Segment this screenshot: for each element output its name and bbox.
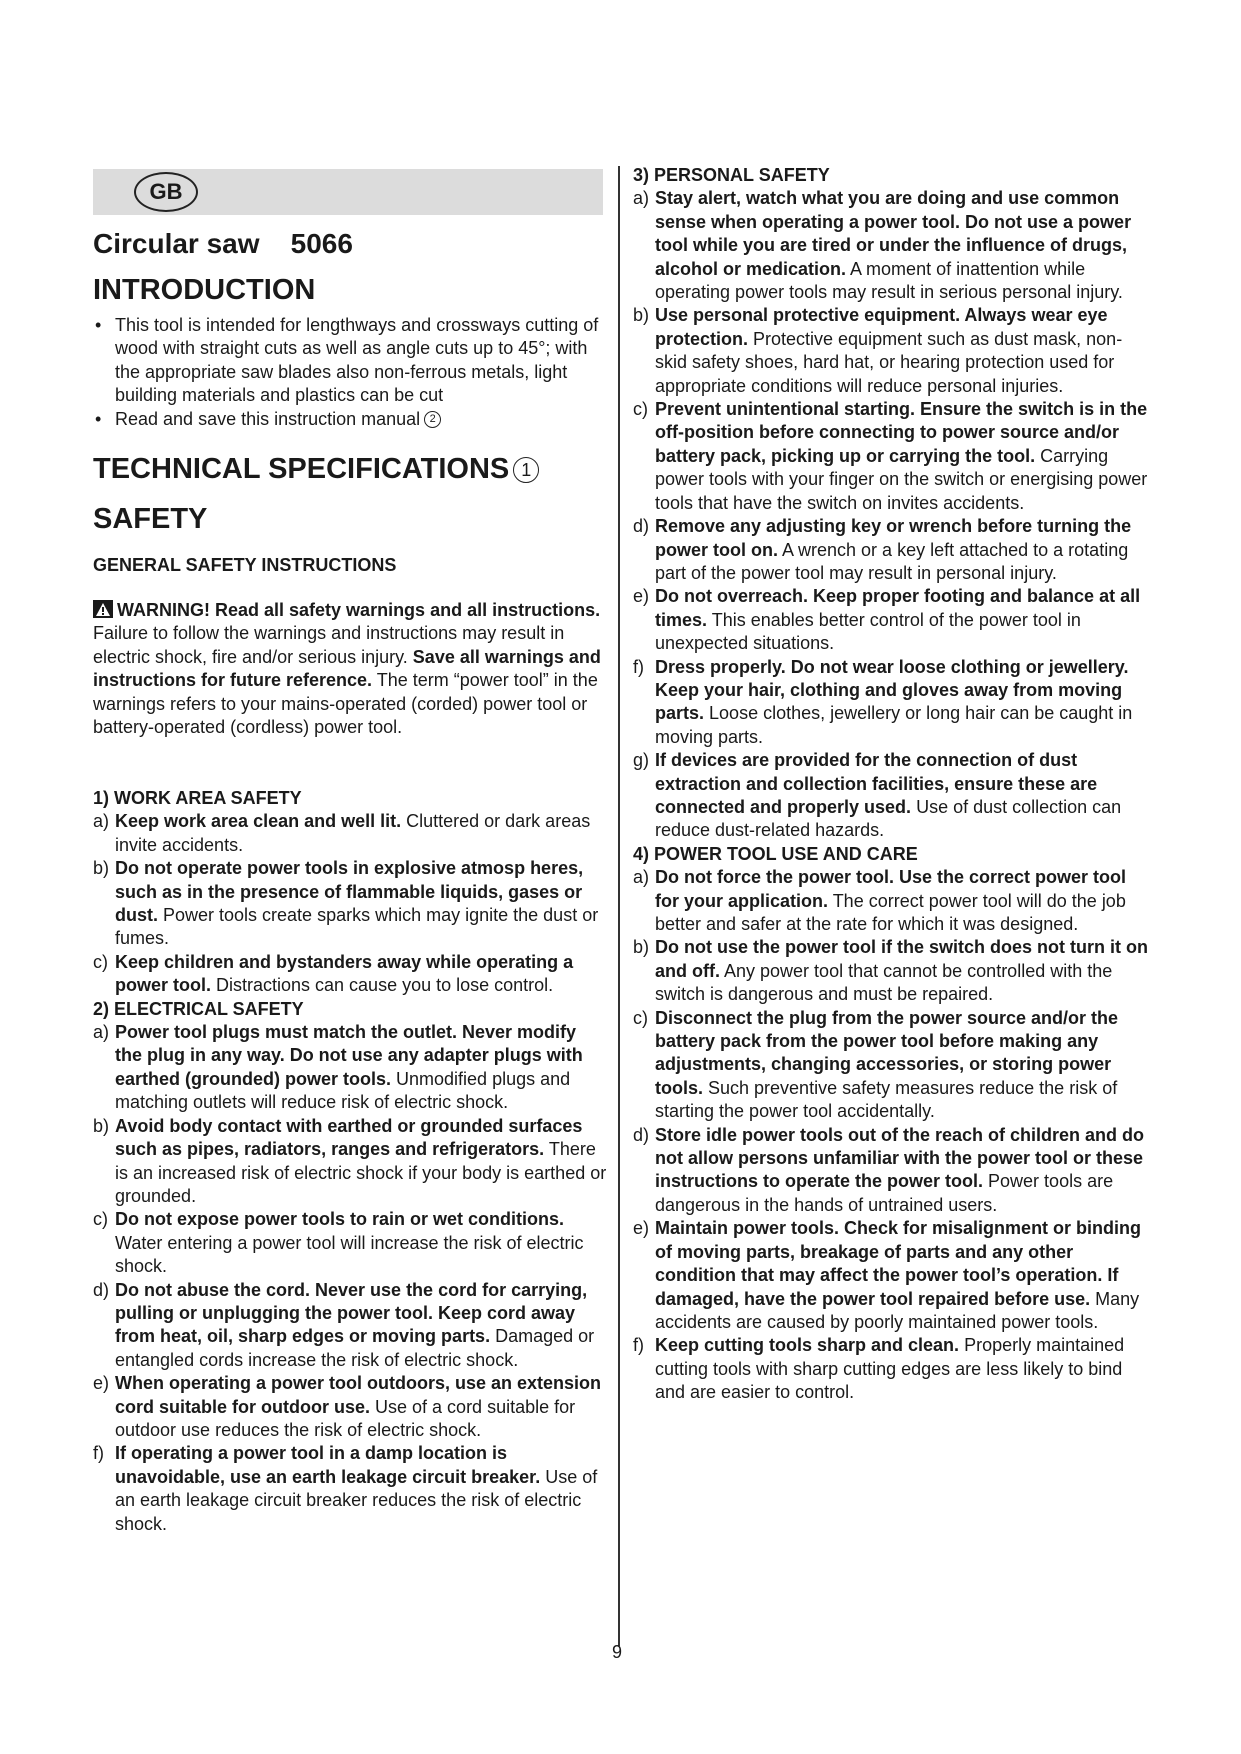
warning-paragraph: WARNING! Read all safety warnings and all instructions. Failure to follow the warnings and instructions may result in electric shock, fire and/or serious injury. Save all warnings and instructions for future reference. The term “power tool” in the warnings refers to your mains-operated (corded) power tool or battery-operated (cordless) power tool.	[93, 600, 601, 738]
list-item: c) Disconnect the plug from the power source and/or the battery pack from the power tool before making any adjustments, changing accessories, or storing power tools. Such preventive safety measures reduce the risk of starting the power tool accidentally.	[633, 1007, 1119, 1122]
list-item: c) Do not expose power tools to rain or wet conditions. Water entering a power tool will increase the risk of electric shock.	[93, 1209, 584, 1277]
column-divider	[618, 166, 620, 1646]
general-safety-heading: GENERAL SAFETY INSTRUCTIONS	[93, 555, 397, 575]
list-item: b) Avoid body contact with earthed or grounded surfaces such as pipes, radiators, ranges and refrigerators. There is an increased risk of electric shock if your body is earthed or grounded.	[93, 1115, 607, 1206]
list-item: e) When operating a power tool outdoors, use an extension cord suitable for outdoor use. Use of a cord suitable for outdoor use reduces the risk of electric shock.	[93, 1373, 602, 1440]
intro-bullet-list	[93, 314, 613, 431]
section-heading: 4) POWER TOOL USE AND CARE	[633, 843, 918, 864]
list-item: f) Keep cutting tools sharp and clean. Properly maintained cutting tools with sharp cutting edges are less likely to bind and are easier to control.	[633, 1335, 1125, 1403]
list-item: a) Do not force the power tool. Use the correct power tool for your application. The correct power tool will do the job better and safer at the rate for which it was designed.	[633, 867, 1127, 934]
figure-ref-badge: 2	[424, 411, 441, 428]
list-item: d) Do not abuse the cord. Never use the cord for carrying, pulling or unplugging the power tool. Keep cord away from heat, oil, sharp edges or moving parts. Damaged or entangled cords increase the risk of electric shock.	[93, 1279, 595, 1370]
list-item: a) Power tool plugs must match the outlet. Never modify the plug in any way. Do not use any adapter plugs with earthed (grounded) power tools. Unmodified plugs and matching outlets will reduce risk of electric shock.	[93, 1022, 583, 1113]
technical-specifications-heading: TECHNICAL SPECIFICATIONS 1	[93, 453, 539, 486]
list-item: b) Do not use the power tool if the switch does not turn it on and off. Any power tool that cannot be controlled with the switch is dangerous and must be repaired.	[633, 937, 1148, 1005]
language-badge: GB	[134, 172, 198, 212]
list-item: d) Store idle power tools out of the reach of children and do not allow persons unfamiliar with the power tool or these instructions to operate the power tool. Power tools are dangerous in the hands of untrained users.	[633, 1124, 1145, 1215]
left-column-sections	[93, 787, 608, 1536]
section-heading: 2) ELECTRICAL SAFETY	[93, 998, 304, 1019]
right-column-sections	[633, 164, 1153, 1405]
safety-heading: SAFETY	[93, 503, 208, 535]
list-item: c) Prevent unintentional starting. Ensure the switch is in the off-position before connecting to power source and/or battery pack, picking up or carrying the tool. Carrying power tools with your finger on the switch or energising power tools that have the switch on invites accidents.	[633, 399, 1148, 513]
list-item: • Read and save this instruction manual 2	[93, 408, 613, 431]
list-item: f) Dress properly. Do not wear loose clothing or jewellery. Keep your hair, clothing and gloves away from moving parts. Loose clothes, jewellery or long hair can be caught in moving parts.	[633, 656, 1133, 747]
section-heading: 1) WORK AREA SAFETY	[93, 788, 302, 808]
list-item: f) If operating a power tool in a damp location is unavoidable, use an earth leakage circuit breaker. Use of an earth leakage circuit breaker reduces the risk of electric shock.	[93, 1443, 598, 1534]
list-item: • This tool is intended for lengthways and crossways cutting of wood with straight cuts as well as angle cuts up to 45°; with the appropriate saw blades also non-ferrous metals, light building materials and plastics can be cut	[93, 314, 613, 408]
list-item: e) Do not overreach. Keep proper footing and balance at all times. This enables better control of the power tool in unexpected situations.	[633, 586, 1141, 654]
introduction-heading: INTRODUCTION	[93, 274, 316, 306]
list-item: e) Maintain power tools. Check for misalignment or binding of moving parts, breakage of parts and any other condition that may affect the power tool’s operation. If damaged, have the power tool repaired before use. Many accidents are caused by poorly maintained power tools.	[633, 1218, 1142, 1332]
list-item: a) Stay alert, watch what you are doing and use common sense when operating a power tool. Do not use a power tool while you are tired or under the influence of drugs, alcohol or medication. A moment of inattention while operating power tools may result in serious personal injury.	[633, 188, 1132, 303]
warning-icon	[93, 600, 113, 618]
figure-ref-badge: 1	[513, 457, 539, 483]
list-item: g) If devices are provided for the connection of dust extraction and collection facilities, ensure these are connected and properly used. Use of dust collection can reduce dust-related hazards.	[633, 750, 1122, 841]
list-item: d) Remove any adjusting key or wrench before turning the power tool on. A wrench or a key left attached to a rotating part of the power tool may result in personal injury.	[633, 516, 1132, 583]
section-heading: 3) PERSONAL SAFETY	[633, 165, 830, 185]
list-item: c) Keep children and bystanders away while operating a power tool. Distractions can cause you to lose control.	[93, 951, 574, 996]
page-number: 9	[612, 1642, 623, 1662]
product-title: Circular saw 5066	[93, 228, 353, 259]
list-item: b) Do not operate power tools in explosive atmosp heres, such as in the presence of flammable liquids, gases or dust. Power tools create sparks which may ignite the dust or fumes.	[93, 858, 599, 949]
list-item: a) Keep work area clean and well lit. Cluttered or dark areas invite accidents.	[93, 811, 591, 855]
list-item: b) Use personal protective equipment. Always wear eye protection. Protective equipment such as dust mask, non-skid safety shoes, hard hat, or hearing protection used for appropriate conditions will reduce personal injuries.	[633, 305, 1123, 396]
